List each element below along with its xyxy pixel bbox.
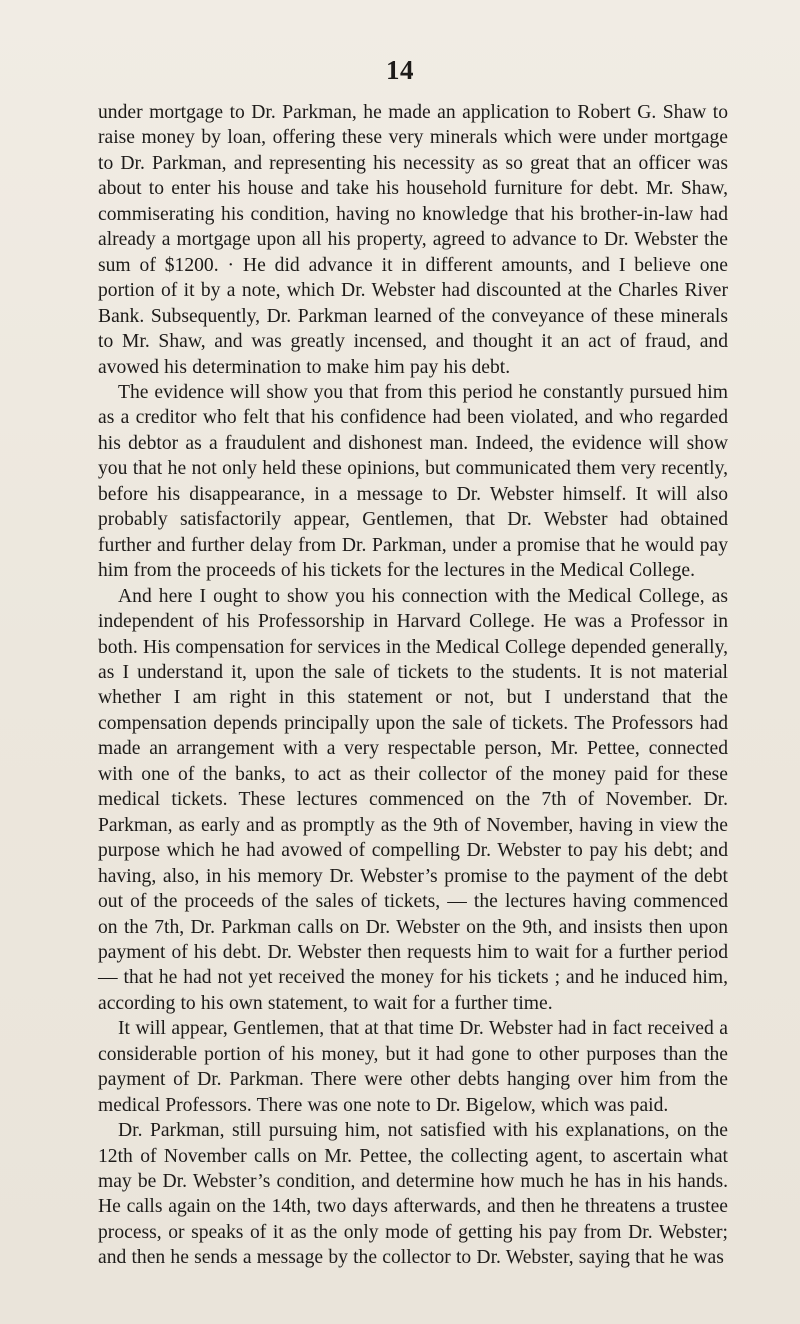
body-text: [98, 100, 728, 1271]
paragraph: It will appear, Gentlemen, that at that time Dr. Webster had in fact received a considerable portion of his money, but it had gone to other purposes than the payment of Dr. Parkman. There were other debts hanging over him from the medical Professors. There was one note to Dr. Bigelow, which was paid.: [98, 1018, 728, 1116]
paragraph: Dr. Parkman, still pursuing him, not satisfied with his explanations, on the 12th of November calls on Mr. Pettee, the collecting agent, to ascertain what may be Dr. Webster’s condition, and determine how much he has in his hands. He calls again on the 14th, two days afterwards, and then he threatens a trustee process, or speaks of it as the only mode of getting his pay from Dr. Webster; and then he sends a message by the collector to Dr. Webster, saying that he was: [98, 1120, 728, 1269]
paragraph: The evidence will show you that from this period he constantly pursued him as a creditor who felt that his confidence had been violated, and who regarded his debtor as a fraudulent and dishonest man. Indeed, the evidence will show you that he not only held these opinions, but communicated them very recently, before his disappearance, in a message to Dr. Webster himself. It will also probably satisfactorily appear, Gentlemen, that Dr. Webster had obtained further and further delay from Dr. Parkman, under a promise that he would pay him from the proceeds of his tickets for the lectures in the Medical College.: [98, 381, 728, 582]
page-number: 14: [386, 55, 414, 85]
paragraph-continued: under mortgage to Dr. Parkman, he made an application to Robert G. Shaw to raise money by loan, offering these very minerals which were under mortgage to Dr. Parkman, and representing his necessity as so great that an officer was about to enter his house and take his household furniture for debt. Mr. Shaw, commiserating his condition, having no knowledge that his brother-in-law had already a mortgage upon all his property, agreed to advance to Dr. Webster the sum of $1200. · He did advance it in different amounts, and I believe one portion of it by a note, which Dr. Webster had discounted at the Charles River Bank. Subsequently, Dr. Parkman learned of the conveyance of these minerals to Mr. Shaw, and was greatly incensed, and thought it an act of fraud, and avowed his determination to make him pay his debt.: [98, 102, 728, 378]
paragraph: And here I ought to show you his connection with the Medical College, as independent of his Professorship in Harvard College. He was a Professor in both. His compensation for services in the Medical College depended generally, as I understand it, upon the sale of tickets to the students. It is not material whether I am right in this statement or not, but I understand that the compensation depends principally upon the sale of tickets. The Professors had made an arrangement with a very respectable person, Mr. Pettee, connected with one of the banks, to act as their collector of the money paid for these medical tickets. These lectures commenced on the 7th of November. Dr. Parkman, as early and as promptly as the 9th of November, having in view the purpose which he had avowed of compelling Dr. Webster to pay his debt; and having, also, in his memory Dr. Webster’s promise to the payment of the debt out of the proceeds of the sales of tickets, — the lectures having commenced on the 7th, Dr. Parkman calls on Dr. Webster on the 9th, and insists then upon payment of his debt. Dr. Webster then requests him to wait for a further period — that he had not yet received the money for his tickets ; and he induced him, according to his own statement, to wait for a further time.: [98, 585, 728, 1014]
